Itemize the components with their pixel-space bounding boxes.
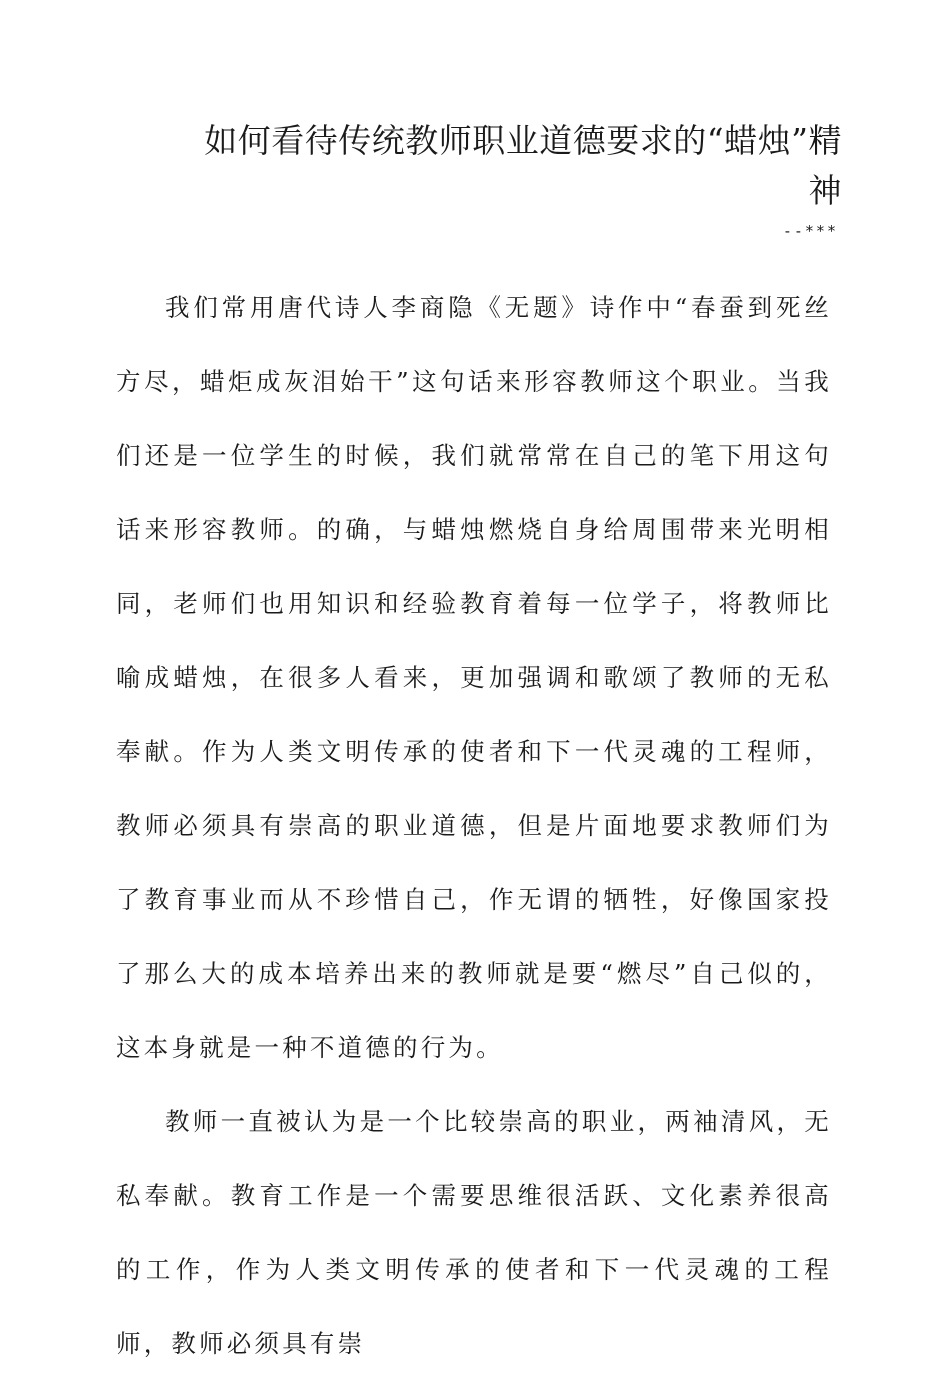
- document-title: [112, 116, 842, 216]
- document-body: [116, 271, 832, 1381]
- paragraph-1: 我们常用唐代诗人李商隐《无题》诗作中“春蚕到死丝方尽，蜡炬成灰泪始干”这句话来形容教师这个职业。当我们还是一位学生的时候，我们就常常在自己的笔下用这句话来形容教师。的确，与蜡烛燃烧自身给周围带来光明相同，老师们也用知识和经验教育着每一位学子，将教师比喻成蜡烛，在很多人看来，更加强调和歌颂了教师的无私奉献。作为人类文明传承的使者和下一代灵魂的工程师，教师必须具有崇高的职业道德，但是片面地要求教师们为了教育事业而从不珍惜自己，作无谓的牺牲，好像国家投了那么大的成本培养出来的教师就是要“燃尽”自己似的，这本身就是一种不道德的行为。: [116, 293, 832, 1062]
- title-line-1: 如何看待传统教师职业道德要求的“蜡烛”精: [204, 121, 842, 160]
- paragraph-2: 教师一直被认为是一个比较崇高的职业，两袖清风，无私奉献。教育工作是一个需要思维很活跃、文化素养很高的工作，作为人类文明传承的使者和下一代灵魂的工程师，教师必须具有崇: [116, 1107, 832, 1358]
- title-line-2: 神: [808, 171, 842, 210]
- author-line: --***: [782, 222, 838, 240]
